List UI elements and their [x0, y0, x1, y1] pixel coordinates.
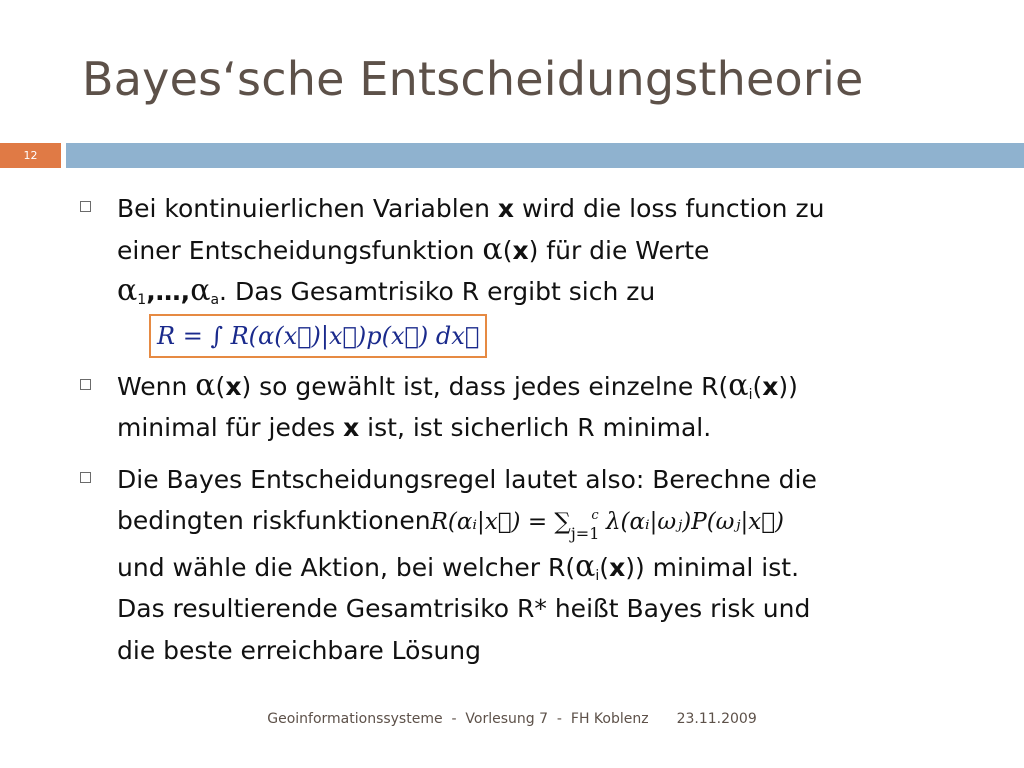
bullet-3-line-2: bedingten riskfunktionenR(αᵢ|x⃗) = $\sum_{j=1}^c$ λ(αᵢ|ωⱼ)P(ωⱼ|x⃗) [117, 506, 785, 543]
square-bullet-icon [80, 472, 91, 483]
slide-number-badge [0, 143, 61, 168]
footer-date: 23.11.2009 [676, 711, 757, 727]
bullet-3-line-1: Die Bayes Entscheidungsregel lautet also: Berechne die [117, 464, 817, 494]
bullet-3-line-3: und wähle die Aktion, bei welcher $R(\alpha_i(x))$ minimal ist. [117, 548, 800, 584]
bullet-1-line-3: $\alpha_1,\dots,\alpha_a$. Das Gesamtrisiko R ergibt sich zu [117, 273, 656, 308]
bullet-3-line-5: die beste erreichbare Lösung [117, 635, 482, 665]
bullet-3-line-4: Das resultierende Gesamtrisiko R* heißt Bayes risk und [117, 594, 811, 623]
slide-footer [0, 711, 1024, 727]
slide-content [80, 188, 980, 671]
bullet-1-line-2: einer Entscheidungsfunktion α(x) für die Werte [117, 231, 710, 267]
slide-title: Bayes‘sche Entscheidungstheorie [82, 52, 864, 106]
bullet-1-line-1: Bei kontinuierlichen Variablen x wird die loss function zu [117, 194, 825, 223]
bullet-item-2 [80, 366, 980, 449]
square-bullet-icon [80, 201, 91, 212]
slide-number: 12 [23, 149, 38, 162]
conditional-risk-formula: R(αᵢ|x⃗) = $\sum_{j=1}^c$ λ(αᵢ|ωⱼ)P(ωⱼ|x⃗) [430, 508, 785, 543]
total-risk-formula: R = ∫ R(α(x⃗)|x⃗)p(x⃗) dx⃗ [149, 314, 487, 358]
bullet-item-3 [80, 459, 980, 672]
square-bullet-icon [80, 379, 91, 390]
bullet-item-1 [80, 188, 980, 358]
bullet-2-line-2: minimal für jedes x ist, ist sicherlich R minimal. [117, 413, 712, 442]
title-divider-bar [66, 143, 1024, 168]
bullet-2-line-1: Wenn α(x) so gewählt ist, dass jedes einzelne $R(\alpha_i(x))$ [117, 367, 798, 403]
footer-course-text: Geoinformationssysteme - Vorlesung 7 - FH Koblenz [267, 711, 649, 727]
